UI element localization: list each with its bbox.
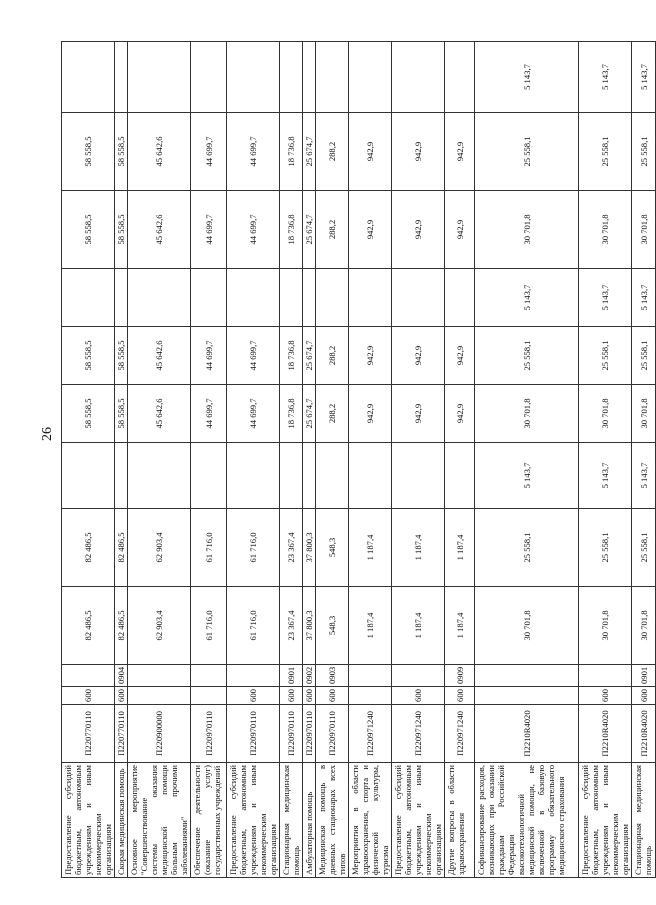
cell-v9: 5 143,7 [475, 42, 579, 113]
cell-v6 [128, 269, 191, 327]
cell-v2: 23 367,4 [280, 509, 303, 587]
cell-v7: 30 701,8 [475, 191, 579, 269]
table-row [280, 42, 303, 878]
cell-name: Другие вопросы в области здравоохранения [445, 763, 475, 878]
cell-v6 [349, 269, 392, 327]
cell-v4: 25 674,7 [303, 385, 316, 443]
cell-v9 [316, 42, 349, 113]
cell-v2: 548,3 [316, 509, 349, 587]
cell-vr [349, 687, 392, 705]
cell-v8: 942,9 [445, 113, 475, 191]
cell-v3 [303, 443, 316, 509]
cell-v1: 30 701,8 [632, 587, 656, 665]
cell-csr: П2210R4020 [475, 705, 579, 763]
table-body [62, 42, 656, 878]
cell-v1: 548,3 [316, 587, 349, 665]
cell-v4: 942,9 [392, 385, 445, 443]
cell-name: Амбулаторная помощь [303, 763, 316, 878]
cell-v9 [115, 42, 128, 113]
cell-v5: 18 736,8 [280, 327, 303, 385]
cell-vr: 600 [445, 687, 475, 705]
cell-v5: 58 558,5 [62, 327, 115, 385]
table-row [62, 42, 115, 878]
cell-v1: 30 701,8 [579, 587, 632, 665]
cell-name: Стационарная медицинская помощь [280, 763, 303, 878]
cell-vr: 600 [303, 687, 316, 705]
cell-v2: 62 903,4 [128, 509, 191, 587]
cell-v9 [128, 42, 191, 113]
cell-v1: 23 367,4 [280, 587, 303, 665]
cell-v7: 942,9 [349, 191, 392, 269]
table-row [303, 42, 316, 878]
cell-v1: 61 716,0 [227, 587, 280, 665]
table-row [632, 42, 656, 878]
cell-v7: 18 736,8 [280, 191, 303, 269]
cell-v8: 18 736,8 [280, 113, 303, 191]
cell-v1: 61 716,0 [191, 587, 227, 665]
cell-rz [392, 665, 445, 687]
cell-v9 [445, 42, 475, 113]
cell-v9 [62, 42, 115, 113]
cell-v2: 61 716,0 [227, 509, 280, 587]
cell-name: Медицинская помощь в дневных стационарах всех типов [316, 763, 349, 878]
cell-v6 [303, 269, 316, 327]
cell-vr: 600 [316, 687, 349, 705]
table-row [115, 42, 128, 878]
cell-rz: 0901 [632, 665, 656, 687]
cell-v3: 5 143,7 [632, 443, 656, 509]
cell-v7: 58 558,5 [62, 191, 115, 269]
cell-v8: 44 699,7 [227, 113, 280, 191]
cell-v4: 58 558,5 [62, 385, 115, 443]
cell-csr: П220971240 [445, 705, 475, 763]
cell-v4: 942,9 [445, 385, 475, 443]
cell-vr: 600 [579, 687, 632, 705]
cell-v5: 44 699,7 [191, 327, 227, 385]
cell-v1: 1 187,4 [392, 587, 445, 665]
cell-rz [62, 665, 115, 687]
cell-v9 [349, 42, 392, 113]
cell-rz: 0902 [303, 665, 316, 687]
table-row [316, 42, 349, 878]
cell-name: Обеспечение деятельности (оказание услуг) государственных учреждений [191, 763, 227, 878]
table-row [445, 42, 475, 878]
cell-v8: 942,9 [392, 113, 445, 191]
cell-rz [579, 665, 632, 687]
cell-v3: 5 143,7 [475, 443, 579, 509]
cell-v3 [316, 443, 349, 509]
cell-v7: 30 701,8 [632, 191, 656, 269]
cell-name: Предоставление субсидий бюджетным, автономным учреждениям и иным некоммерческим организациям [62, 763, 115, 878]
cell-v4: 942,9 [349, 385, 392, 443]
cell-vr: 600 [227, 687, 280, 705]
cell-v7: 942,9 [445, 191, 475, 269]
table-row [392, 42, 445, 878]
cell-rz: 0901 [280, 665, 303, 687]
cell-v6 [115, 269, 128, 327]
cell-v5: 942,9 [392, 327, 445, 385]
cell-v4: 30 701,8 [579, 385, 632, 443]
cell-v5: 942,9 [445, 327, 475, 385]
cell-vr: 600 [392, 687, 445, 705]
cell-csr: П220970110 [280, 705, 303, 763]
cell-v3 [280, 443, 303, 509]
cell-rz [128, 665, 191, 687]
cell-v1: 30 701,8 [475, 587, 579, 665]
cell-v4: 44 699,7 [191, 385, 227, 443]
cell-v6: 5 143,7 [579, 269, 632, 327]
cell-v7: 45 642,6 [128, 191, 191, 269]
cell-v1: 1 187,4 [349, 587, 392, 665]
cell-v7: 25 674,7 [303, 191, 316, 269]
cell-v3 [227, 443, 280, 509]
cell-csr: П2210R4020 [579, 705, 632, 763]
cell-v8: 45 642,6 [128, 113, 191, 191]
cell-csr: П220770110 [62, 705, 115, 763]
table-row [227, 42, 280, 878]
cell-csr: П220900000 [128, 705, 191, 763]
cell-rz [475, 665, 579, 687]
cell-v2: 1 187,4 [392, 509, 445, 587]
cell-rz [349, 665, 392, 687]
cell-v4: 58 558,5 [115, 385, 128, 443]
cell-name: Стационарная медицинская помощь [632, 763, 656, 878]
cell-rz: 0909 [445, 665, 475, 687]
cell-v8: 942,9 [349, 113, 392, 191]
cell-v3 [349, 443, 392, 509]
cell-vr [191, 687, 227, 705]
cell-v4: 30 701,8 [475, 385, 579, 443]
cell-v4: 44 699,7 [227, 385, 280, 443]
cell-v2: 1 187,4 [445, 509, 475, 587]
cell-v3 [392, 443, 445, 509]
cell-v4: 30 701,8 [632, 385, 656, 443]
cell-v3 [128, 443, 191, 509]
cell-csr: П220971240 [392, 705, 445, 763]
cell-v3 [115, 443, 128, 509]
cell-v5: 25 674,7 [303, 327, 316, 385]
cell-v7: 30 701,8 [579, 191, 632, 269]
cell-v7: 44 699,7 [191, 191, 227, 269]
cell-v8: 25 558,1 [475, 113, 579, 191]
cell-v1: 82 486,5 [115, 587, 128, 665]
cell-v2: 25 558,1 [632, 509, 656, 587]
cell-v6: 5 143,7 [475, 269, 579, 327]
cell-name: Основное мероприятие "Совершенствование системы оказания медицинской помощи больным прочими заболеваниями" [128, 763, 191, 878]
cell-v5: 942,9 [349, 327, 392, 385]
cell-vr: 600 [632, 687, 656, 705]
cell-v5: 44 699,7 [227, 327, 280, 385]
cell-v1: 1 187,4 [445, 587, 475, 665]
cell-csr: П220970110 [191, 705, 227, 763]
cell-v4: 45 642,6 [128, 385, 191, 443]
cell-csr: П220970110 [227, 705, 280, 763]
cell-name: Скорая медицинская помощь [115, 763, 128, 878]
cell-v9 [227, 42, 280, 113]
cell-v6 [62, 269, 115, 327]
cell-v4: 18 736,8 [280, 385, 303, 443]
cell-v2: 82 486,5 [62, 509, 115, 587]
cell-v1: 37 800,3 [303, 587, 316, 665]
cell-v5: 25 558,1 [475, 327, 579, 385]
table-row [349, 42, 392, 878]
cell-v2: 25 558,1 [475, 509, 579, 587]
cell-v5: 45 642,6 [128, 327, 191, 385]
table-row [475, 42, 579, 878]
cell-csr: П220970110 [303, 705, 316, 763]
cell-name: Мероприятия в области здравоохранения, спорта и физической культуры, туризма [349, 763, 392, 878]
cell-csr: П2210R4020 [632, 705, 656, 763]
cell-v8: 25 674,7 [303, 113, 316, 191]
cell-v3 [445, 443, 475, 509]
cell-v6 [445, 269, 475, 327]
cell-v8: 58 558,5 [62, 113, 115, 191]
table-row [579, 42, 632, 878]
cell-csr: П220971240 [349, 705, 392, 763]
cell-csr: П220770110 [115, 705, 128, 763]
page-number: 26 [40, 427, 55, 441]
cell-v6 [392, 269, 445, 327]
cell-v4: 288,2 [316, 385, 349, 443]
cell-v2: 61 716,0 [191, 509, 227, 587]
cell-v3: 5 143,7 [579, 443, 632, 509]
cell-name: Предоставление субсидий бюджетным, автономным учреждениям и иным некоммерческим организациям [579, 763, 632, 878]
cell-v5: 288,2 [316, 327, 349, 385]
cell-name: Предоставление субсидий бюджетным, автономным учреждениям и иным некоммерческим организациям [392, 763, 445, 878]
cell-rz: 0903 [316, 665, 349, 687]
cell-v6 [280, 269, 303, 327]
cell-v6 [191, 269, 227, 327]
cell-v9: 5 143,7 [579, 42, 632, 113]
cell-v2: 82 486,5 [115, 509, 128, 587]
cell-vr: 600 [115, 687, 128, 705]
cell-v1: 82 486,5 [62, 587, 115, 665]
cell-v1: 62 903,4 [128, 587, 191, 665]
cell-v8: 288,2 [316, 113, 349, 191]
cell-v7: 942,9 [392, 191, 445, 269]
cell-v9 [303, 42, 316, 113]
cell-v8: 25 558,1 [579, 113, 632, 191]
cell-v8: 58 558,5 [115, 113, 128, 191]
cell-v9: 5 143,7 [632, 42, 656, 113]
cell-v6: 5 143,7 [632, 269, 656, 327]
cell-v2: 1 187,4 [349, 509, 392, 587]
cell-v2: 37 800,3 [303, 509, 316, 587]
cell-v6 [227, 269, 280, 327]
cell-name: Софинансирование расходов, возникающих при оказании гражданам Российской Федерации высокотехнологичной медицинской помощи, не включенной в базовую программу обязательного медицинского страхования [475, 763, 579, 878]
cell-v6 [316, 269, 349, 327]
cell-v7: 44 699,7 [227, 191, 280, 269]
cell-v5: 25 558,1 [579, 327, 632, 385]
cell-vr: 600 [62, 687, 115, 705]
cell-vr [475, 687, 579, 705]
cell-v3 [62, 443, 115, 509]
cell-csr: П220970110 [316, 705, 349, 763]
rotated-page-area [61, 42, 653, 878]
cell-v2: 25 558,1 [579, 509, 632, 587]
cell-v9 [191, 42, 227, 113]
rotated-table-container [61, 42, 653, 878]
cell-v8: 44 699,7 [191, 113, 227, 191]
cell-v5: 25 558,1 [632, 327, 656, 385]
table-row [191, 42, 227, 878]
cell-rz [227, 665, 280, 687]
budget-table [61, 41, 656, 878]
cell-v7: 58 558,5 [115, 191, 128, 269]
cell-v9 [280, 42, 303, 113]
cell-v7: 288,2 [316, 191, 349, 269]
cell-rz: 0904 [115, 665, 128, 687]
cell-v9 [392, 42, 445, 113]
cell-vr: 600 [280, 687, 303, 705]
table-row [128, 42, 191, 878]
cell-v3 [191, 443, 227, 509]
cell-rz [191, 665, 227, 687]
cell-v5: 58 558,5 [115, 327, 128, 385]
cell-vr [128, 687, 191, 705]
cell-v8: 25 558,1 [632, 113, 656, 191]
cell-name: Предоставление субсидий бюджетным, автономным учреждениям и иным некоммерческим организациям [227, 763, 280, 878]
